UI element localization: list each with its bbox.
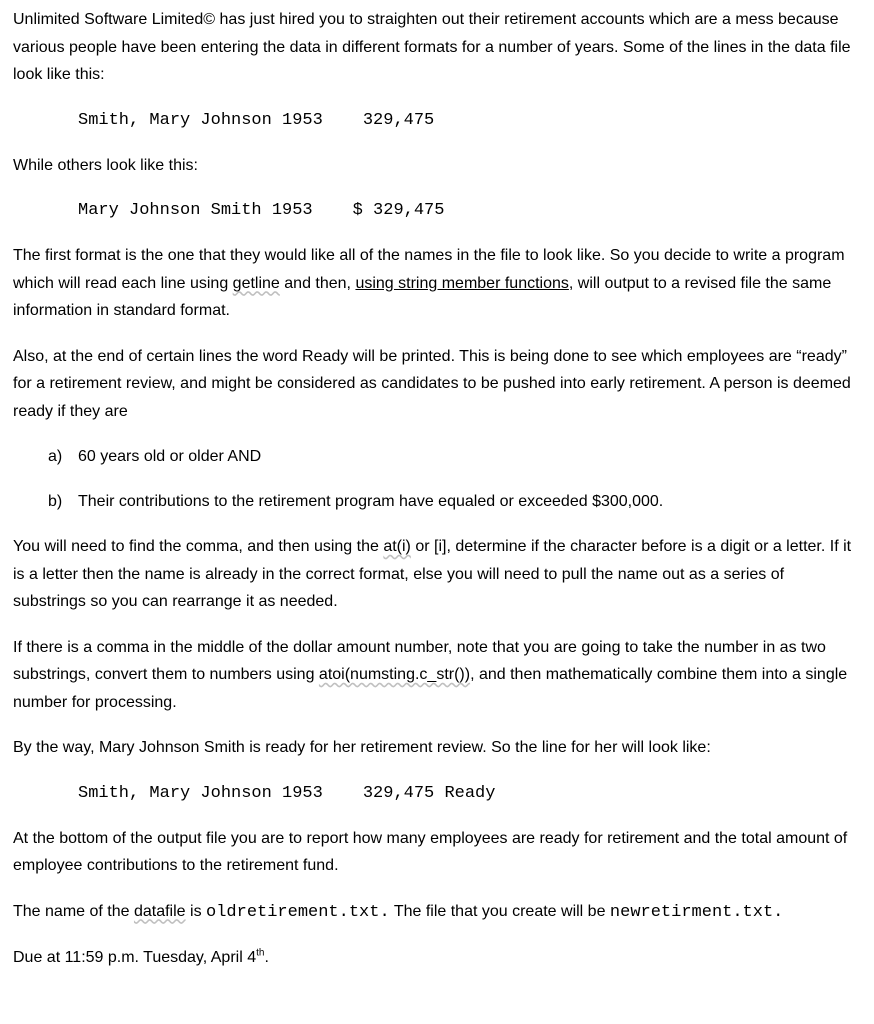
new-filename: newretirment.txt.	[609, 902, 784, 922]
first-format-text-3: , will output to a revised file the same information in standard format.	[13, 274, 832, 319]
old-filename: oldretirement.txt.	[206, 902, 390, 922]
dollar-text-1: If there is a comma in the middle of the dollar amount number, note that you are going to take the number in as two substrings, convert them to numbers using	[13, 638, 826, 683]
bottom-paragraph: At the bottom of the output file you are to report how many employees are ready for retirement and the total amount of employee contributions to the retirement fund.	[13, 829, 848, 874]
due-date-text	[13, 944, 861, 972]
first-format-text-1: The first format is the one that they would like all of the names in the file to look like. So you decide to write a program which will read each line using	[13, 247, 845, 292]
first-format-paragraph	[13, 242, 861, 325]
datafile-term: datafile	[133, 902, 186, 920]
by-the-way-text: By the way, Mary Johnson Smith is ready for her retirement review. So the line for her will look like:	[13, 739, 711, 756]
example-line-2	[78, 197, 861, 224]
criteria-text-b: Their contributions to the retirement program have equaled or exceeded $300,000.	[78, 493, 664, 510]
also-paragraph: Also, at the end of certain lines the word Ready will be printed. This is being done to see which employees are “ready” for a retirement review, and might be considered as candidates to be pushed into early retirement. A person is deemed ready if they are	[13, 347, 851, 420]
datafile-text-2: is	[185, 902, 207, 920]
due-period: .	[264, 949, 269, 966]
due-text: Due at 11:59 p.m. Tuesday, April 4	[13, 949, 257, 966]
due-superscript: th	[256, 947, 265, 959]
example-1-name: Smith, Mary Johnson 1953	[78, 110, 323, 130]
example-1-amount: 329,475	[362, 110, 435, 130]
example-2-amount: $ 329,475	[352, 201, 445, 220]
atoi-term: atoi(numsting.c_str())	[318, 666, 471, 683]
at-function-term: at(i)	[383, 538, 411, 555]
comma-text-2: or [i], determine if the character before is a digit or a letter. If it is a letter then the name is already in the correct format, else you will need to pull the name out as a series of substrings so you can rearrange it as needed.	[13, 538, 852, 610]
list-marker-a: a)	[48, 448, 63, 465]
criteria-item-b	[48, 488, 861, 515]
example-2-name: Mary Johnson Smith 1953	[78, 201, 313, 220]
example-line-3	[78, 780, 861, 807]
first-format-text-2: and then,	[279, 274, 356, 292]
example-3-name: Smith, Mary Johnson 1953	[78, 783, 323, 803]
dollar-paragraph	[13, 634, 861, 717]
datafile-paragraph	[13, 898, 861, 927]
intro-paragraph: Unlimited Software Limited© has just hired you to straighten out their retirement accounts which are a mess because various people have been entering the data in different formats for a number of years. Some of the lines in the data file look like this:	[13, 11, 851, 83]
getline-term: getline	[232, 274, 280, 292]
list-marker-b: b)	[48, 493, 63, 510]
while-others-text: While others look like this:	[13, 156, 198, 174]
comma-text-1: You will need to find the comma, and then using the	[13, 538, 384, 555]
example-line-1	[78, 107, 861, 134]
datafile-text-3: The file that you create will be	[389, 902, 610, 920]
dollar-text-2: , and then mathematically combine them into a single number for processing.	[13, 666, 848, 711]
string-member-functions-term: using string member functions	[355, 274, 569, 292]
comma-paragraph	[13, 533, 861, 616]
criteria-text-a: 60 years old or older AND	[78, 448, 262, 465]
datafile-text-1: The name of the	[13, 902, 134, 920]
example-3-amount: 329,475 Ready	[362, 783, 496, 803]
criteria-item-a	[48, 443, 861, 470]
